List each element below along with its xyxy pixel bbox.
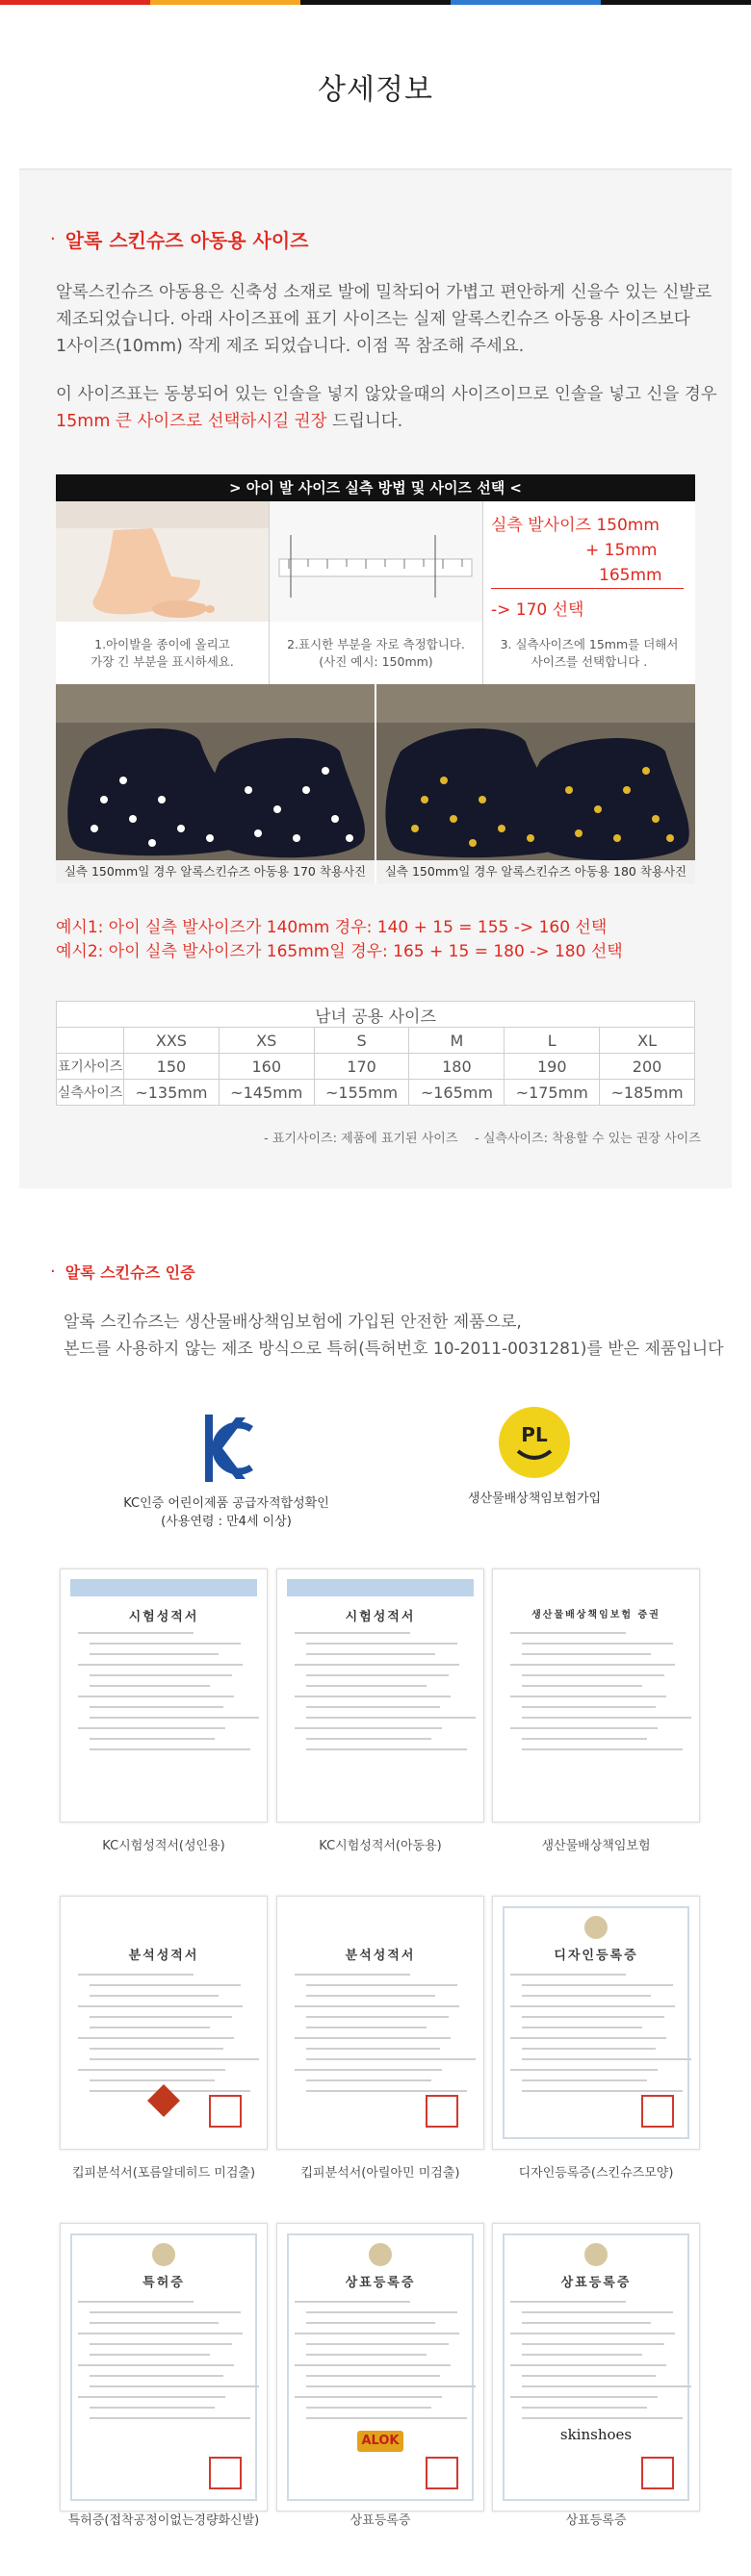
size-heading-text: 알록 스킨슈즈 아동용 사이즈 [65, 229, 309, 252]
document-text-line [522, 1685, 642, 1687]
table-cell: 170 [314, 1054, 409, 1080]
table-cell: ~165mm [409, 1080, 505, 1106]
cert-heading-text: 알록 스킨슈즈 인증 [65, 1263, 195, 1282]
document-text-line [510, 2333, 675, 2334]
table-cell: 180 [409, 1054, 505, 1080]
size-label: XS [219, 1028, 314, 1054]
stamp-icon [641, 2457, 674, 2489]
document-text-line [295, 1727, 442, 1729]
document-text-line [306, 2343, 449, 2345]
measure-guide [56, 474, 695, 883]
table-cell: 160 [219, 1054, 314, 1080]
document-body [70, 2233, 257, 2501]
kc-logo-icon [197, 1410, 255, 1487]
document-body [70, 1579, 257, 1812]
document-text-line [522, 2048, 656, 2050]
document-text-line [522, 2079, 647, 2081]
skin-shoe-gold-stars-photo [376, 684, 695, 883]
calc-line: 실측 발사이즈 150mm [491, 516, 660, 535]
cert-section-heading [50, 1261, 195, 1283]
stamp-icon [426, 2095, 458, 2128]
certificate-document [276, 2223, 484, 2512]
document-text-line [90, 1995, 219, 1997]
caption-line: 2.표시한 부분을 자로 측정합니다. [287, 636, 465, 651]
document-text-line [90, 1717, 259, 1719]
document-body [503, 2233, 689, 2501]
document-text-line [306, 1706, 440, 1708]
document-text-line [90, 2016, 232, 2018]
kc-age-label: (사용연령 : 만4세 이상) [161, 1515, 292, 1529]
table-cell [57, 1028, 124, 1054]
document-text-line [306, 2407, 431, 2409]
document-text-line [90, 1674, 232, 1676]
ruler-measure-photo [270, 501, 482, 622]
document-text-line [510, 1632, 626, 1634]
step1-caption [56, 622, 269, 684]
document-text-line [522, 2343, 664, 2345]
document-text-line [90, 2417, 250, 2419]
document-text-line [306, 2090, 467, 2092]
document-text-line [306, 2322, 435, 2324]
document-text-line [522, 2027, 642, 2028]
document-text-line [510, 2364, 666, 2366]
document-text-line [90, 2343, 232, 2345]
document-text-line [306, 2417, 467, 2419]
document-text-line [90, 2311, 241, 2313]
document-text-line [295, 2333, 459, 2334]
document-caption: KC시험성적서(아동용) [319, 1839, 442, 1853]
step3-caption [483, 622, 695, 684]
size-table-title: 남녀 공용 사이즈 [57, 1002, 695, 1028]
document-caption: 상표등록증 [350, 2513, 411, 2528]
document-text-line [90, 2354, 210, 2356]
shoe-photo-180 [376, 684, 695, 883]
trademark-text: skinshoes [559, 2426, 633, 2443]
document-text-line [522, 1717, 691, 1719]
document-text-line [90, 2058, 259, 2060]
seal-icon [584, 2243, 608, 2266]
document-text-line [90, 2385, 259, 2387]
caption-line: 1.아이발을 종이에 올리고 [94, 636, 230, 651]
row-label: 표기사이즈 [57, 1054, 124, 1080]
stamp-icon [209, 2095, 242, 2128]
bullet-icon: · [50, 1261, 56, 1282]
table-cell: 150 [124, 1054, 220, 1080]
document-text-line [510, 1664, 675, 1666]
document-text-line [295, 2301, 410, 2303]
document-text-line [522, 2016, 664, 2018]
insole-notice [56, 381, 717, 435]
pl-logo-text: PL [521, 1423, 548, 1446]
document-body [503, 1579, 689, 1812]
document-body [287, 1906, 474, 2139]
document-title: 생산물배상책임보험 증권 [531, 1610, 660, 1620]
calc-result: -> 170 선택 [491, 600, 584, 620]
certificate-document [60, 1569, 268, 1823]
document-text-line [90, 2027, 210, 2028]
document-text-line [78, 2037, 234, 2039]
document-text-line [90, 1685, 210, 1687]
document-text-line [306, 1674, 449, 1676]
document-text-line [90, 1643, 241, 1645]
notice-tail: 드립니다. [326, 412, 403, 431]
size-label: L [505, 1028, 600, 1054]
document-text-line [78, 2333, 243, 2334]
document-title: 시험성적서 [345, 1610, 416, 1624]
pl-label: 생산물배상책임보험가입 [467, 1492, 602, 1506]
certificate-document [492, 1569, 700, 1823]
caption-line: 3. 실측사이즈에 15mm를 더해서 [500, 636, 679, 651]
document-title: 상표등록증 [560, 2276, 632, 2290]
document-header-band [70, 1579, 257, 1596]
document-text-line [78, 1664, 243, 1666]
document-text-line [522, 2322, 651, 2324]
document-title: 특허증 [142, 2276, 185, 2290]
document-body [287, 1579, 474, 1812]
calc-rule [491, 588, 684, 589]
document-text-line [306, 2385, 476, 2387]
table-cell: ~185mm [600, 1080, 695, 1106]
notice-emphasis: 15mm 큰 사이즈로 선택하시길 권장 [56, 412, 327, 431]
document-text-line [510, 2396, 658, 2398]
size-label: M [409, 1028, 505, 1054]
pl-insurance [424, 1405, 645, 1508]
alok-logo: ALOK [357, 2431, 403, 2452]
document-caption: 킵피분석서(아릴아민 미검출) [300, 2166, 460, 2181]
page-title: 상세정보 [318, 73, 433, 107]
document-text-line [90, 2322, 219, 2324]
table-cell: 190 [505, 1054, 600, 1080]
document-text-line [78, 1632, 194, 1634]
size-description [56, 279, 712, 360]
stamp-icon [209, 2457, 242, 2489]
document-text-line [295, 2364, 451, 2366]
document-caption: 디자인등록증(스킨슈즈모양) [518, 2166, 674, 2181]
document-text-line [90, 2407, 215, 2409]
desc-line: 알록 스킨슈즈는 생산물배상책임보험에 가입된 안전한 제품으로, [64, 1313, 522, 1332]
document-text-line [522, 2375, 656, 2377]
document-text-line [510, 2005, 675, 2007]
document-caption: 생산물배상책임보험 [541, 1839, 651, 1853]
document-text-line [90, 1706, 223, 1708]
document-text-line [306, 1717, 476, 1719]
table-row [57, 1054, 695, 1080]
document-text-line [522, 2385, 691, 2387]
certificate-document [492, 2223, 700, 2512]
top-color-bar [0, 0, 751, 5]
seal-icon [152, 2243, 175, 2266]
example-2: 예시2: 아이 실측 발사이즈가 165mm일 경우: 165 + 15 = 180 -> 180 선택 [56, 942, 623, 961]
document-text-line [78, 2069, 225, 2071]
document-text-line [78, 1696, 234, 1697]
table-cell: 200 [600, 1054, 695, 1080]
document-caption: KC시험성적서(성인용) [102, 1839, 225, 1853]
document-text-line [306, 2375, 440, 2377]
document-text-line [78, 2005, 243, 2007]
document-text-line [90, 1653, 219, 1655]
stamp-icon [641, 2095, 674, 2128]
desc-line: 본드를 사용하지 않는 제조 방식으로 특허(특허번호 10-2011-0031281)를 받은 제품입니다 [64, 1339, 724, 1359]
document-text-line [306, 1748, 467, 1750]
document-title: 상표등록증 [345, 2276, 416, 2290]
document-text-line [90, 1748, 250, 1750]
document-text-line [78, 2364, 234, 2366]
caption-line: (사진 예시: 150mm) [319, 653, 433, 669]
document-text-line [295, 2005, 459, 2007]
certificate-document [60, 2223, 268, 2512]
size-label: XL [600, 1028, 695, 1054]
example-1: 예시1: 아이 실측 발사이즈가 140mm 경우: 140 + 15 = 155 -> 160 선택 [56, 918, 608, 937]
document-title: 디자인등록증 [554, 1949, 638, 1963]
size-label: S [314, 1028, 409, 1054]
document-text-line [306, 2079, 431, 2081]
document-text-line [78, 1974, 194, 1976]
certificate-document [276, 1896, 484, 2150]
document-text-line [522, 1748, 683, 1750]
document-text-line [295, 2396, 442, 2398]
document-text-line [306, 1995, 435, 1997]
stamp-icon [426, 2457, 458, 2489]
document-caption: 상표등록증 [565, 2513, 627, 2528]
document-text-line [78, 2301, 194, 2303]
document-text-line [295, 1974, 410, 1976]
document-title: 분석성적서 [345, 1949, 416, 1963]
certificate-document [276, 1569, 484, 1823]
seal-icon [369, 2243, 392, 2266]
document-body [287, 2233, 474, 2501]
document-text-line [306, 1653, 435, 1655]
notice-line: 이 사이즈표는 동봉되어 있는 인솔을 넣지 않았을때의 사이즈이므로 인솔을 넣고 신을 경우 [56, 385, 717, 404]
document-text-line [522, 1984, 673, 1986]
document-text-line [90, 2375, 223, 2377]
document-text-line [522, 1738, 647, 1740]
certificate-document [60, 1896, 268, 2150]
foot-on-paper-photo [56, 501, 269, 622]
desc-line: 제조되었습니다. 아래 사이즈표에 표기 사이즈는 실제 알록스킨슈즈 아동용 사이즈보다 [56, 310, 690, 329]
shoe-photo-170 [56, 684, 375, 883]
bullet-icon: · [50, 228, 56, 249]
desc-line: 1사이즈(10mm) 작게 제조 되었습니다. 이점 꼭 참조해 주세요. [56, 337, 525, 356]
document-text-line [510, 1696, 666, 1697]
step1-cell [56, 501, 269, 684]
calc-line: + 15mm [585, 541, 658, 560]
document-text-line [522, 2090, 683, 2092]
table-cell: ~145mm [219, 1080, 314, 1106]
size-section-heading [50, 225, 308, 253]
document-header-band [287, 1579, 474, 1596]
document-title: 시험성적서 [128, 1610, 199, 1624]
document-caption: 특허증(접착공정이없는경량화신발) [67, 2513, 260, 2528]
document-text-line [90, 2048, 223, 2050]
document-text-line [295, 1632, 410, 1634]
document-text-line [295, 2069, 442, 2071]
document-text-line [522, 1706, 656, 1708]
shoe-photo-caption: 실측 150mm일 경우 알록스킨슈즈 아동용 180 착용사진 [376, 860, 695, 883]
document-text-line [522, 2058, 691, 2060]
step3-cell [483, 501, 695, 684]
shoe-photo-caption: 실측 150mm일 경우 알록스킨슈즈 아동용 170 착용사진 [56, 860, 375, 883]
size-label: XXS [124, 1028, 220, 1054]
guide-header: > 아이 발 사이즈 실측 방법 및 사이즈 선택 < [56, 474, 695, 501]
document-text-line [522, 2417, 683, 2419]
certificate-document [492, 1896, 700, 2150]
calc-line: 165mm [599, 566, 662, 585]
panel-divider [19, 168, 732, 170]
document-text-line [306, 1738, 431, 1740]
document-text-line [522, 1995, 651, 1997]
document-text-line [295, 1664, 459, 1666]
document-text-line [522, 1674, 664, 1676]
document-body [70, 1906, 257, 2139]
document-text-line [295, 2037, 451, 2039]
document-text-line [306, 1643, 457, 1645]
document-text-line [306, 2058, 476, 2060]
document-text-line [78, 1727, 225, 1729]
cert-description [64, 1309, 724, 1363]
document-text-line [510, 2069, 658, 2071]
document-text-line [306, 2354, 427, 2356]
document-text-line [510, 2037, 666, 2039]
document-text-line [78, 2396, 225, 2398]
seal-icon [584, 1916, 608, 1939]
document-caption: 킵피분석서(포름알데히드 미검출) [71, 2166, 256, 2181]
document-text-line [306, 1984, 457, 1986]
kc-certification [106, 1410, 347, 1531]
row-label: 실측사이즈 [57, 1080, 124, 1106]
document-text-line [510, 1974, 626, 1976]
document-text-line [90, 1984, 241, 1986]
document-text-line [522, 2354, 642, 2356]
table-row [57, 1080, 695, 1106]
table-cell: ~135mm [124, 1080, 220, 1106]
document-text-line [510, 1727, 658, 1729]
document-text-line [90, 2079, 215, 2081]
document-text-line [90, 1738, 215, 1740]
table-cell: ~155mm [314, 1080, 409, 1106]
document-text-line [510, 2301, 626, 2303]
document-text-line [522, 2407, 647, 2409]
size-table [56, 1001, 695, 1106]
document-text-line [522, 1653, 651, 1655]
caption-line: 가장 긴 부분을 표시하세요. [91, 653, 234, 669]
desc-line: 알록스킨슈즈 아동용은 신축성 소재로 발에 밀착되어 가볍고 편안하게 신을수 있는 신발로 [56, 283, 712, 302]
step2-caption [270, 622, 482, 684]
size-note: - 표기사이즈: 제품에 표기된 사이즈 [264, 1132, 458, 1146]
document-body [503, 1906, 689, 2139]
document-text-line [295, 1696, 451, 1697]
document-title: 분석성적서 [128, 1949, 199, 1963]
document-text-line [522, 2311, 673, 2313]
document-text-line [306, 2311, 457, 2313]
document-text-line [306, 1685, 427, 1687]
skin-shoe-white-stars-photo [56, 684, 375, 883]
step2-cell [270, 501, 482, 684]
table-cell: ~175mm [505, 1080, 600, 1106]
pl-logo-icon [497, 1405, 572, 1480]
document-text-line [306, 2027, 427, 2028]
kc-label: KC인증 어린이제품 공급자적합성확인 [123, 1496, 329, 1511]
document-text-line [306, 2048, 440, 2050]
document-text-line [522, 1643, 673, 1645]
size-note: - 실측사이즈: 착용할 수 있는 권장 사이즈 [475, 1132, 701, 1146]
table-row [57, 1028, 695, 1054]
caption-line: 사이즈를 선택합니다 . [531, 653, 648, 669]
document-text-line [306, 2016, 449, 2018]
